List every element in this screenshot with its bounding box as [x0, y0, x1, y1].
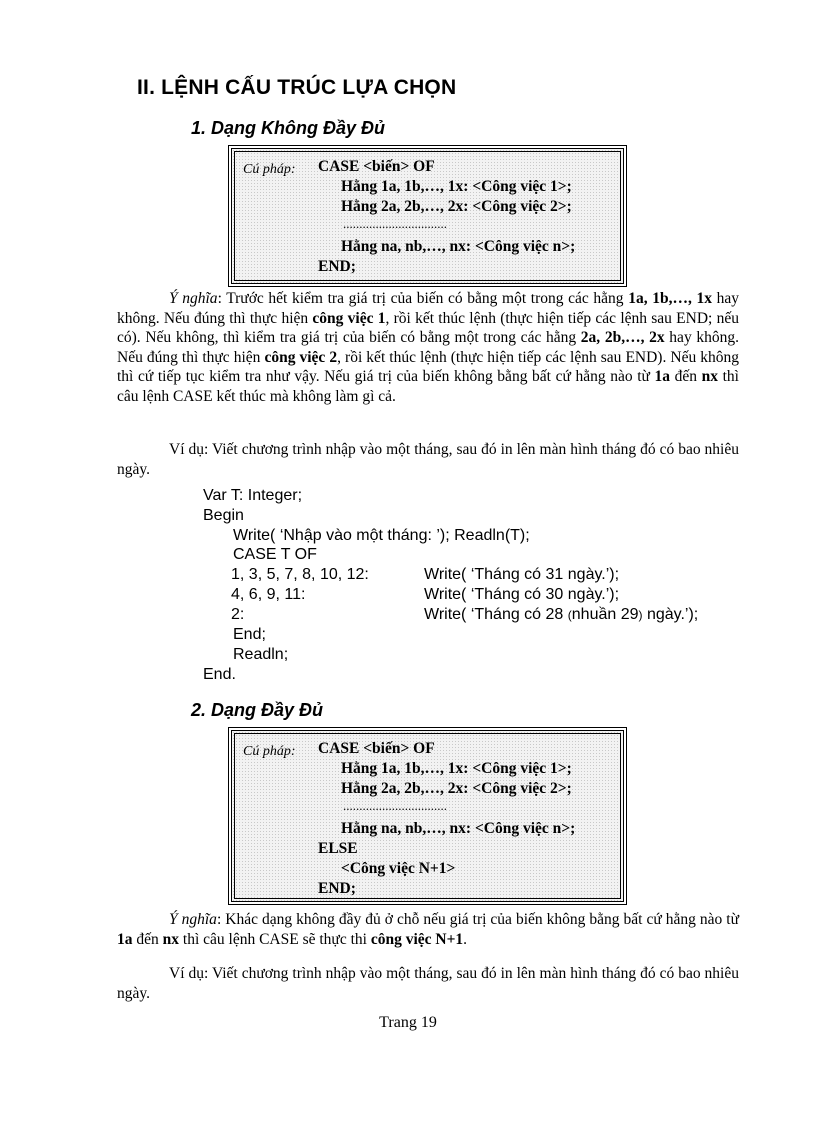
syntax-line: <Công việc N+1> — [341, 860, 456, 877]
syntax-ellipsis: ................................ — [343, 216, 447, 231]
syntax-label: Cú pháp: — [243, 744, 296, 759]
meaning-paragraph-2: Ý nghĩa: Khác dạng không đầy đủ ở chỗ nếu giá trị của biến không bằng bất cứ hằng nào từ 1a đến nx thì câu lệnh CASE sẽ thực thi công việc N+1. — [117, 911, 739, 948]
meaning-paragraph-1: Ý nghĩa: Trước hết kiểm tra giá trị của biến có bằng một trong các hằng 1a, 1b,…, 1x hay không. Nếu đúng thì thực hiện công việc 1, rồi kết thúc lệnh (thực hiện tiếp các lệnh sau END; nếu có). Nếu không, thì kiểm tra giá trị của biến có bằng một trong các hằng 2a, 2b,…, 2x hay không. Nếu đúng thì thực hiện công việc 2, rồi kết thúc lệnh (thực hiện tiếp các lệnh sau END). Nếu không thì cứ tiếp tục kiểm tra như vậy. Nếu giá trị của biến không bằng bất cứ hằng nào từ 1a đến nx thì câu lệnh CASE kết thúc mà không làm gì cả. — [117, 290, 740, 405]
code-line: Write( ‘Tháng có 28 (nhuần 29) ngày.’); — [424, 606, 699, 623]
syntax-box-1 — [231, 148, 624, 284]
syntax-line: END; — [318, 258, 356, 275]
code-line: End; — [233, 626, 266, 643]
syntax-line: Hằng 1a, 1b,…, 1x: <Công việc 1>; — [341, 760, 572, 777]
subsection-title-1: 1. Dạng Không Đầy Đủ — [191, 118, 386, 138]
example-paragraph-1: Ví dụ: Viết chương trình nhập vào một tháng, sau đó in lên màn hình tháng đó có bao nhiêu ngày. — [117, 441, 739, 478]
syntax-label: Cú pháp: — [243, 162, 296, 177]
code-line: 4, 6, 9, 11: — [231, 586, 306, 603]
syntax-line: Hằng na, nb,…, nx: <Công việc n>; — [341, 820, 576, 837]
code-line: Write( ‘Tháng có 30 ngày.’); — [424, 586, 620, 603]
syntax-line: ELSE — [318, 840, 358, 857]
code-line: Var T: Integer; — [203, 487, 303, 504]
code-line: End. — [203, 666, 236, 683]
example-paragraph-2: Ví dụ: Viết chương trình nhập vào một tháng, sau đó in lên màn hình tháng đó có bao nhiêu ngày. — [117, 965, 739, 1002]
syntax-line: Hằng 1a, 1b,…, 1x: <Công việc 1>; — [341, 178, 572, 195]
syntax-line: Hằng 2a, 2b,…, 2x: <Công việc 2>; — [341, 780, 572, 797]
syntax-line: Hằng na, nb,…, nx: <Công việc n>; — [341, 238, 576, 255]
section-title: II. LỆNH CẤU TRÚC LỰA CHỌN — [137, 76, 457, 99]
code-line: 1, 3, 5, 7, 8, 10, 12: — [231, 566, 369, 583]
code-line: Write( ‘Tháng có 31 ngày.’); — [424, 566, 620, 583]
page-number: Trang 19 — [379, 1014, 437, 1031]
syntax-line: Hằng 2a, 2b,…, 2x: <Công việc 2>; — [341, 198, 572, 215]
code-line: Begin — [203, 507, 244, 524]
syntax-line: END; — [318, 880, 356, 897]
syntax-ellipsis: ................................ — [343, 798, 447, 813]
code-line: Write( ‘Nhập vào một tháng: ’); Readln(T); — [233, 527, 530, 544]
subsection-title-2: 2. Dạng Đầy Đủ — [191, 700, 324, 720]
code-line: 2: — [231, 606, 245, 623]
syntax-line: CASE <biến> OF — [318, 740, 435, 757]
code-line: Readln; — [233, 646, 289, 663]
syntax-line: CASE <biến> OF — [318, 158, 435, 175]
syntax-box-2 — [231, 730, 624, 902]
code-line: CASE T OF — [233, 546, 317, 563]
